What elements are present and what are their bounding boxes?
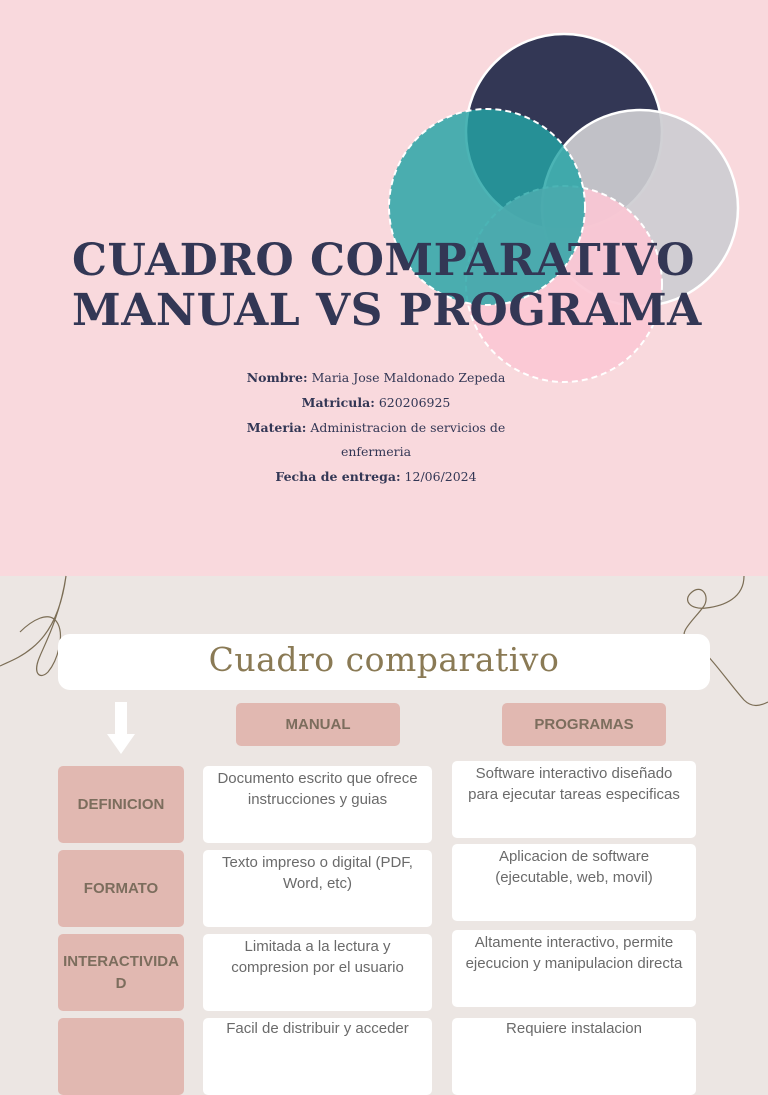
matricula-label: Matricula: — [301, 394, 375, 410]
comparison-title: Cuadro comparativo — [208, 640, 560, 679]
down-arrow-icon — [107, 702, 135, 754]
row-header-interactividad: INTERACTIVIDAD — [58, 934, 184, 1011]
info-matricula — [226, 391, 526, 416]
cell-definicion-programas: Software interactivo diseñado para ejecutar tareas especificas — [452, 761, 696, 838]
comparison-title-banner — [58, 634, 710, 690]
cell-formato-manual: Texto impreso o digital (PDF, Word, etc) — [203, 850, 432, 927]
info-fecha — [226, 465, 526, 490]
row-header-formato: FORMATO — [58, 850, 184, 927]
cell-interactividad-manual: Limitada a la lectura y compresion por el usuario — [203, 934, 432, 1011]
fecha-label: Fecha de entrega: — [275, 469, 401, 485]
cell-row4-manual: Facil de distribuir y acceder — [203, 1018, 432, 1095]
row-header-definicion: DEFINICION — [58, 766, 184, 843]
fecha-value: 12/06/2024 — [404, 469, 477, 485]
cell-definicion-manual: Documento escrito que ofrece instrucciones y guias — [203, 766, 432, 843]
materia-label: Materia: — [246, 419, 307, 435]
materia-value: Administracion de servicios de enfermeria — [310, 419, 506, 460]
comparison-slide — [0, 576, 768, 1037]
cover-title — [72, 236, 712, 336]
matricula-value: 620206925 — [378, 394, 451, 410]
column-header-manual: MANUAL — [236, 703, 400, 746]
cover-title-line-2: MANUAL VS PROGRAMA — [72, 285, 702, 336]
cell-formato-programas: Aplicacion de software (ejecutable, web, movil) — [452, 844, 696, 921]
column-header-programas: PROGRAMAS — [502, 703, 666, 746]
student-info — [226, 366, 526, 490]
info-materia — [226, 416, 526, 466]
row-header-4 — [58, 1018, 184, 1095]
info-nombre — [226, 366, 526, 391]
swirl-left — [0, 576, 66, 675]
cell-row4-programas: Requiere instalacion — [452, 1018, 696, 1095]
cover-title-line-1: CUADRO COMPARATIVO — [72, 235, 695, 286]
cell-interactividad-programas: Altamente interactivo, permite ejecucion y manipulacion directa — [452, 930, 696, 1007]
nombre-label: Nombre: — [246, 370, 308, 385]
nombre-value: Maria Jose Maldonado Zepeda — [311, 370, 506, 385]
